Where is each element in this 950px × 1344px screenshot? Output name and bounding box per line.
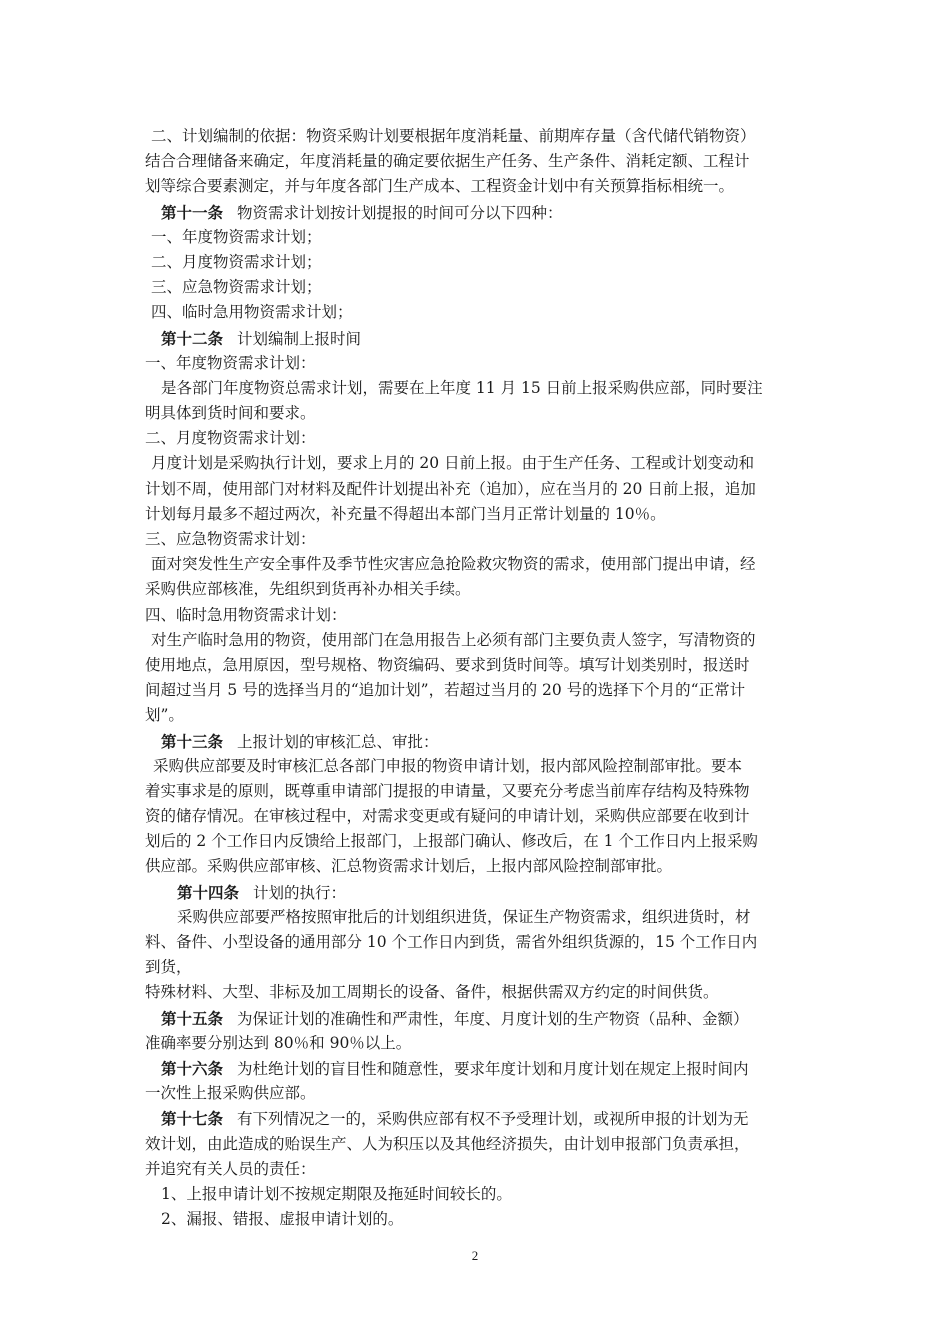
line-text: 一、年度物资需求计划： [145,353,316,372]
line-text: 资的储存情况。在审核过程中，对需求变更或有疑问的申请计划，采购供应部要在收到计 [145,807,750,826]
article-heading: 第十三条 [161,731,224,751]
text-line [145,250,810,275]
text-line [145,905,810,930]
line-text: 四、临时急用物资需求计划： [145,605,347,624]
line-text: 三、应急物资需求计划： [145,530,316,548]
article-heading: 第十一条 [161,202,224,222]
line-text: 着实事求是的原则，既尊重申请部门提报的申请量，又要充分考虑当前库存结构及特殊物 [145,781,750,800]
text-line [145,300,810,325]
line-text: 为杜绝计划的盲目性和随意性，要求年度计划和月度计划在规定上报时间内 [237,1059,749,1078]
text-line [145,1132,810,1157]
text-line [145,451,810,476]
line-text: 划后的 2 个工作日内反馈给上报部门，上报部门确认、修改后，在 1 个工作日内上报采购 [145,832,758,851]
line-text: 物资需求计划按计划提报的时间可分以下四种： [237,203,563,222]
line-text: 1、上报申请计划不按规定期限及拖延时间较长的。 [161,1184,512,1203]
text-line [145,779,810,804]
line-text: 使用地点，急用原因，型号规格、物资编码、要求到货时间等。填写计划类别时，报送时 [145,655,750,674]
line-text: 采购供应部要严格按照审批后的计划组织进货，保证生产物资需求，组织进货时，材 [177,907,751,926]
article-heading: 第十四条 [177,882,240,902]
line-text: 采购供应部核准，先组织到货再补办相关手续。 [145,580,471,599]
text-line [145,754,810,779]
text-line [145,703,810,728]
article-heading: 第十七条 [161,1109,224,1129]
text-line [145,980,810,1005]
line-text: 有下列情况之一的，采购供应部有权不予受理计划，或视所申报的计划为无 [237,1110,749,1129]
line-text: 一、年度物资需求计划； [151,227,322,246]
line-text: 计划编制上报时间 [237,329,362,348]
text-line [145,502,810,527]
line-text: 划等综合要素测定，并与年度各部门生产成本、工程资金计划中有关预算指标相统一。 [145,177,735,196]
text-line [145,1106,810,1131]
line-text: 为保证计划的准确性和严肃性，年度、月度计划的生产物资（品种、金额） [237,1009,749,1028]
text-line [145,804,810,829]
text-line [145,955,810,980]
line-text: 上报计划的审核汇总、审批： [237,732,439,751]
line-text: 到货， [145,958,192,977]
line-text: 并追究有关人员的责任： [145,1159,316,1178]
line-text: 间超过当月 5 号的选择当月的“追加计划”，若超过当月的 20 号的选择下个月的“正常计 [145,681,746,700]
line-text: 四、临时急用物资需求计划； [151,303,353,322]
line-text: 效计划，由此造成的贻误生产、人为积压以及其他经济损失，由计划申报部门负责承担， [145,1134,750,1153]
line-text: 二、月度物资需求计划： [145,429,316,448]
text-line [145,829,810,854]
line-text: 准确率要分别达到 80％和 90％以上。 [145,1033,412,1052]
line-text: 计划的执行： [253,883,347,902]
text-line [145,577,810,602]
text-line [145,1006,810,1031]
line-text: 结合合理储备来确定，年度消耗量的确定要依据生产任务、生产条件、消耗定额、工程计 [145,152,750,171]
text-line [145,930,810,955]
line-text: 面对突发性生产安全事件及季节性灾害应急抢险救灾物资的需求，使用部门提出申请，经 [151,555,756,574]
text-line [145,1081,810,1106]
line-text: 二、计划编制的依据：物资采购计划要根据年度消耗量、前期库存量（含代储代销物资） [151,127,756,145]
text-line [145,603,810,628]
text-line [145,1182,810,1207]
document-body [145,124,810,1232]
line-text: 一次性上报采购供应部。 [145,1084,316,1103]
page-number: 2 [471,1248,479,1263]
text-line [145,351,810,376]
text-line [145,426,810,451]
line-text: 特殊材料、大型、非标及加工周期长的设备、备件，根据供需双方约定的时间供货。 [145,983,719,1002]
text-line [145,174,810,199]
line-text: 料、备件、小型设备的通用部分 10 个工作日内到货，需省外组织货源的，15 个工作日内 [145,933,758,951]
text-line [145,225,810,250]
text-line [145,653,810,678]
text-line [145,401,810,426]
text-line [145,200,810,225]
line-text: 二、月度物资需求计划； [151,252,322,271]
text-line [145,552,810,577]
line-text: 划”。 [145,706,184,725]
line-text: 采购供应部要及时审核汇总各部门申报的物资申请计划，报内部风险控制部审批。要本 [153,756,743,775]
line-text: 计划每月最多不超过两次，补充量不得超出本部门当月正常计划量的 10％。 [145,504,666,523]
line-text: 是各部门年度物资总需求计划，需要在上年度 11 月 15 日前上报采购供应部，同时要注 [161,378,763,397]
line-text: 明具体到货时间和要求。 [145,404,316,423]
line-text: 月度计划是采购执行计划，要求上月的 20 日前上报。由于生产任务、工程或计划变动和 [151,454,755,473]
text-line [145,326,810,351]
line-text: 三、应急物资需求计划； [151,278,322,297]
article-heading: 第十五条 [161,1008,224,1028]
text-line [145,1031,810,1056]
article-heading: 第十二条 [161,328,224,348]
line-text: 2、漏报、错报、虚报申请计划的。 [161,1210,404,1229]
text-line [145,527,810,552]
text-line [145,729,810,754]
text-line [145,275,810,300]
line-text: 供应部。采购供应部审核、汇总物资需求计划后，上报内部风险控制部审批。 [145,857,673,876]
text-line [145,1157,810,1182]
text-line [145,1207,810,1232]
text-line [145,376,810,401]
text-line [145,1056,810,1081]
text-line [145,149,810,174]
text-line [145,124,810,149]
text-line [145,628,810,653]
article-heading: 第十六条 [161,1058,224,1078]
line-text: 对生产临时急用的物资，使用部门在急用报告上必须有部门主要负责人签字，写清物资的 [151,630,756,649]
text-line [145,678,810,703]
text-line [145,854,810,879]
line-text: 计划不周，使用部门对材料及配件计划提出补充（追加），应在当月的 20 日前上报，追加 [145,479,756,498]
text-line [145,477,810,502]
text-line [145,880,810,905]
